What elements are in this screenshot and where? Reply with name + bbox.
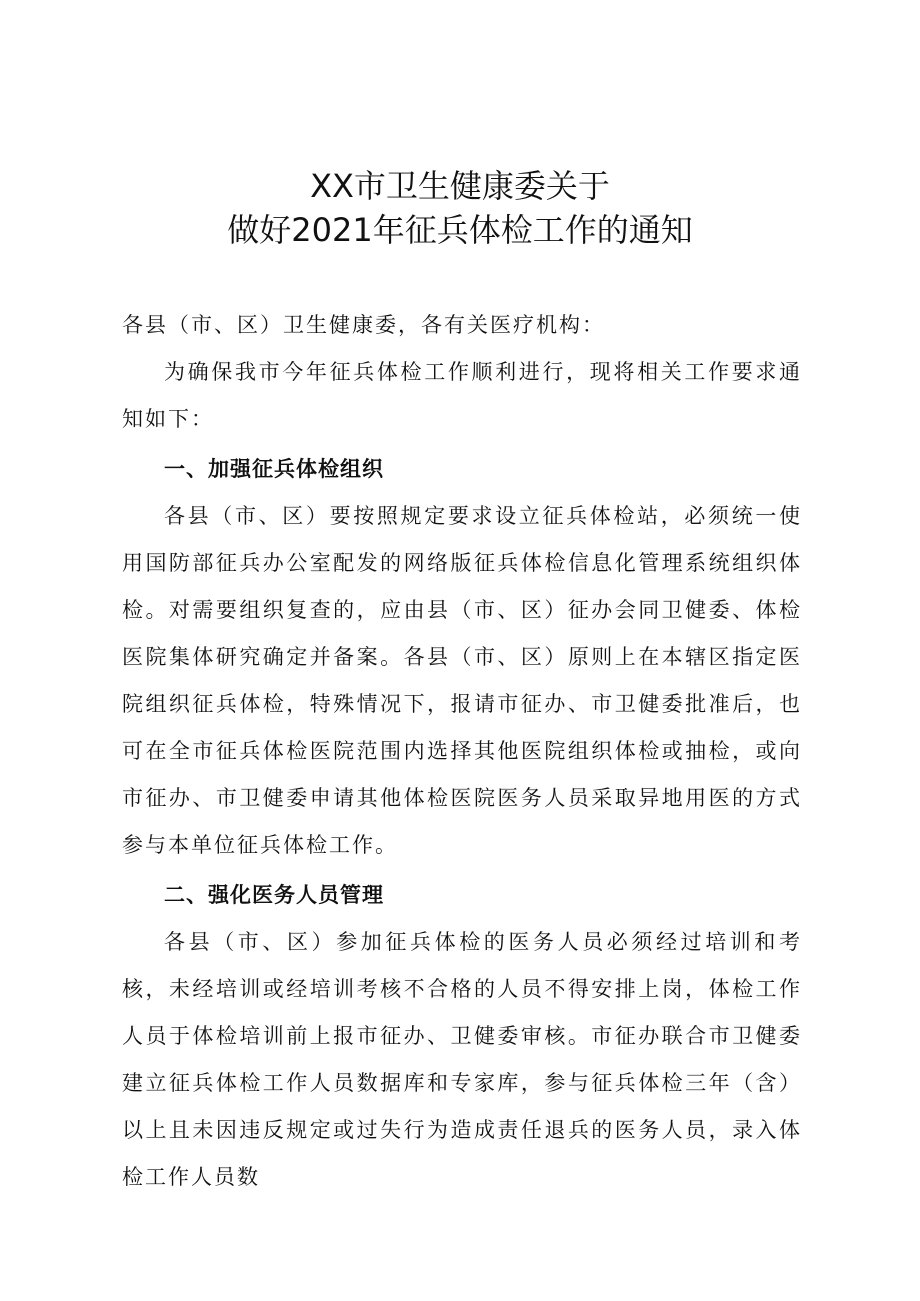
document-title-line1: XX市卫生健康委关于 [310,167,610,205]
document-title-line2: 做好2021年征兵体检工作的通知 [227,211,693,249]
section-heading: 一、加强征兵体检组织 [164,457,384,481]
section-heading: 二、强化医务人员管理 [164,883,384,907]
document-body [122,302,802,1201]
salutation: 各县（市、区）卫生健康委，各有关医疗机构： [122,313,605,337]
section-body: 各县（市、区）要按照规定要求设立征兵体检站，必须统一使用国防部征兵办公室配发的网络版征兵体检信息化管理系统组织体检。对需要组织复查的，应由县（市、区）征办会同卫健委、体检医院集体研究确定并备案。各县（市、区）原则上在本辖区指定医院组织征兵体检，特殊情况下，报请市征办、市卫健委批准后，也可在全市征兵体检医院范围内选择其他医院组织体检或抽检，或向市征办、市卫健委申请其他体检医院医务人员采取异地用医的方式参与本单位征兵体检工作。 [122,504,802,857]
intro-paragraph: 为确保我市今年征兵体检工作顺利进行，现将相关工作要求通知如下： [122,360,802,431]
section-body: 各县（市、区）参加征兵体检的医务人员必须经过培训和考核，未经培训或经培训考核不合格的人员不得安排上岗，体检工作人员于体检培训前上报市征办、卫健委审核。市征办联合市卫健委建立征兵体检工作人员数据库和专家库，参与征兵体检三年（含）以上且未因违反规定或过失行为造成责任退兵的医务人员，录入体检工作人员数 [122,930,802,1189]
